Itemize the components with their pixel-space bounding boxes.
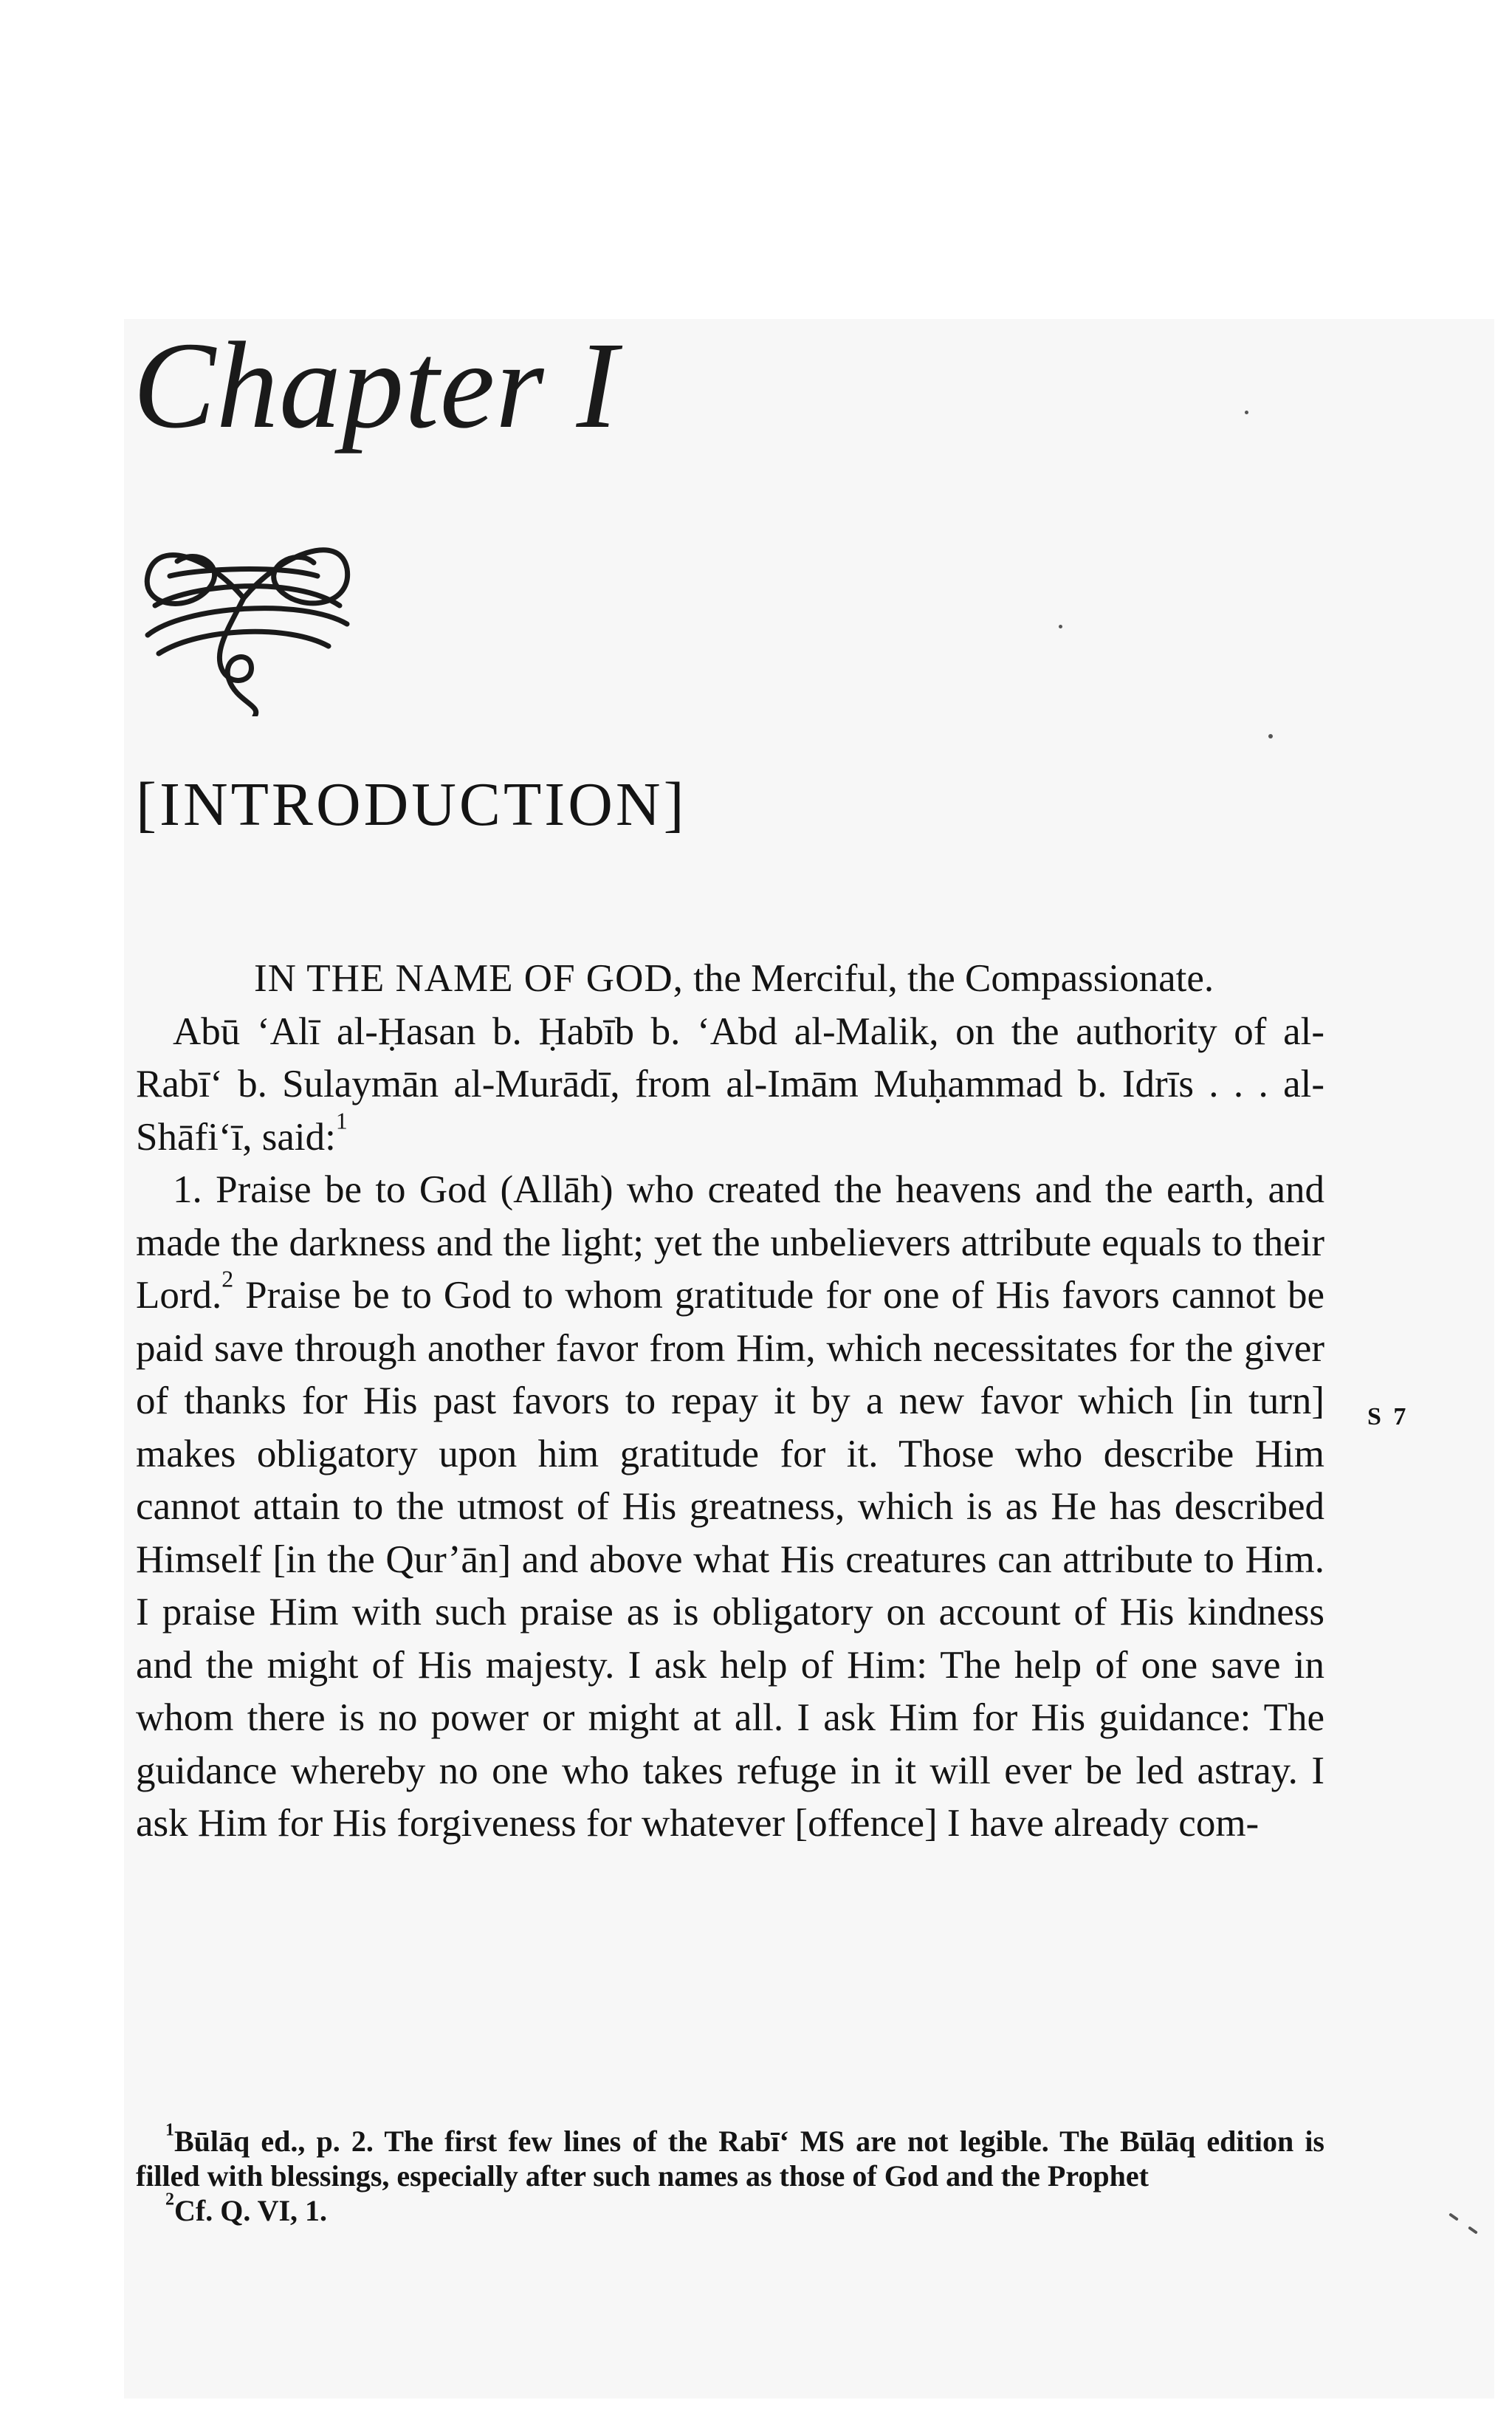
chapter-title: Chapter I: [133, 317, 619, 454]
footnote-ref-2[interactable]: 2: [221, 1266, 234, 1292]
footnote-number: 1: [165, 2120, 174, 2140]
footnote-text: Cf. Q. VI, 1.: [174, 2194, 328, 2227]
invocation-rest: the Merciful, the Compassionate.: [683, 957, 1214, 1000]
paragraph-invocation: [136, 953, 1324, 1006]
footnote-text: Būlāq ed., p. 2. The first few lines of the Rabī‘ MS are not legible. The Būlāq edition is filled with blessings, especially after such names as those of God and the Prophet: [136, 2125, 1324, 2193]
paragraph-isnad: [136, 1006, 1324, 1165]
section-heading: [INTRODUCTION]: [136, 770, 687, 839]
footnote-1: [136, 2120, 1324, 2193]
isnad-text: Abū ‘Alī al-Ḥasan b. Ḥabīb b. ‘Abd al-Malik, on the authority of al-Rabī‘ b. Sulaymān al-Murādī, from al-Imām Muḥammad b. Idrīs . . . al-Shāfi‘ī, said:: [136, 1009, 1324, 1159]
flourish-ornament-icon: [126, 495, 362, 716]
scan-speck: [1245, 411, 1248, 414]
body-text: [136, 953, 1324, 1851]
footnote-number: 2: [165, 2190, 174, 2210]
praise-text-b: Praise be to God to whom gratitude for one of His favors cannot be paid save through another favor from Him, which necessitates for the giver of thanks for His past favors to repay it by a new favor which [in turn] makes obligatory upon him gratitude for it. Those who describe Him cannot attain to the utmost of His greatness, which is as He has described Himself [in the Qur’ān] and above what His creatures can attribute to Him. I praise Him with such praise as is obligatory on account of His kindness and the might of His majesty. I ask help of Him: The help of one save in whom there is no power or might at all. I ask Him for His guidance: The guidance whereby no one who takes refuge in it will ever be led astray. I ask Him for His forgiveness for whatever [offence] I have already com-: [136, 1274, 1324, 1845]
invocation-caps: IN THE NAME OF GOD,: [254, 957, 684, 1000]
praise-text-a: 1. Praise be to God (Allāh) who created the heavens and the earth, and made the darkness and the light; yet the unbelievers attribute equals to their Lord.: [136, 1168, 1324, 1317]
paragraph-praise: [136, 1164, 1324, 1851]
footnotes: [136, 2120, 1324, 2228]
footnote-ref-1[interactable]: 1: [335, 1107, 348, 1134]
margin-page-reference: S 7: [1367, 1403, 1409, 1430]
scan-speck: [1059, 625, 1062, 628]
footnote-2: [136, 2190, 1324, 2228]
scan-speck: [1268, 734, 1273, 738]
